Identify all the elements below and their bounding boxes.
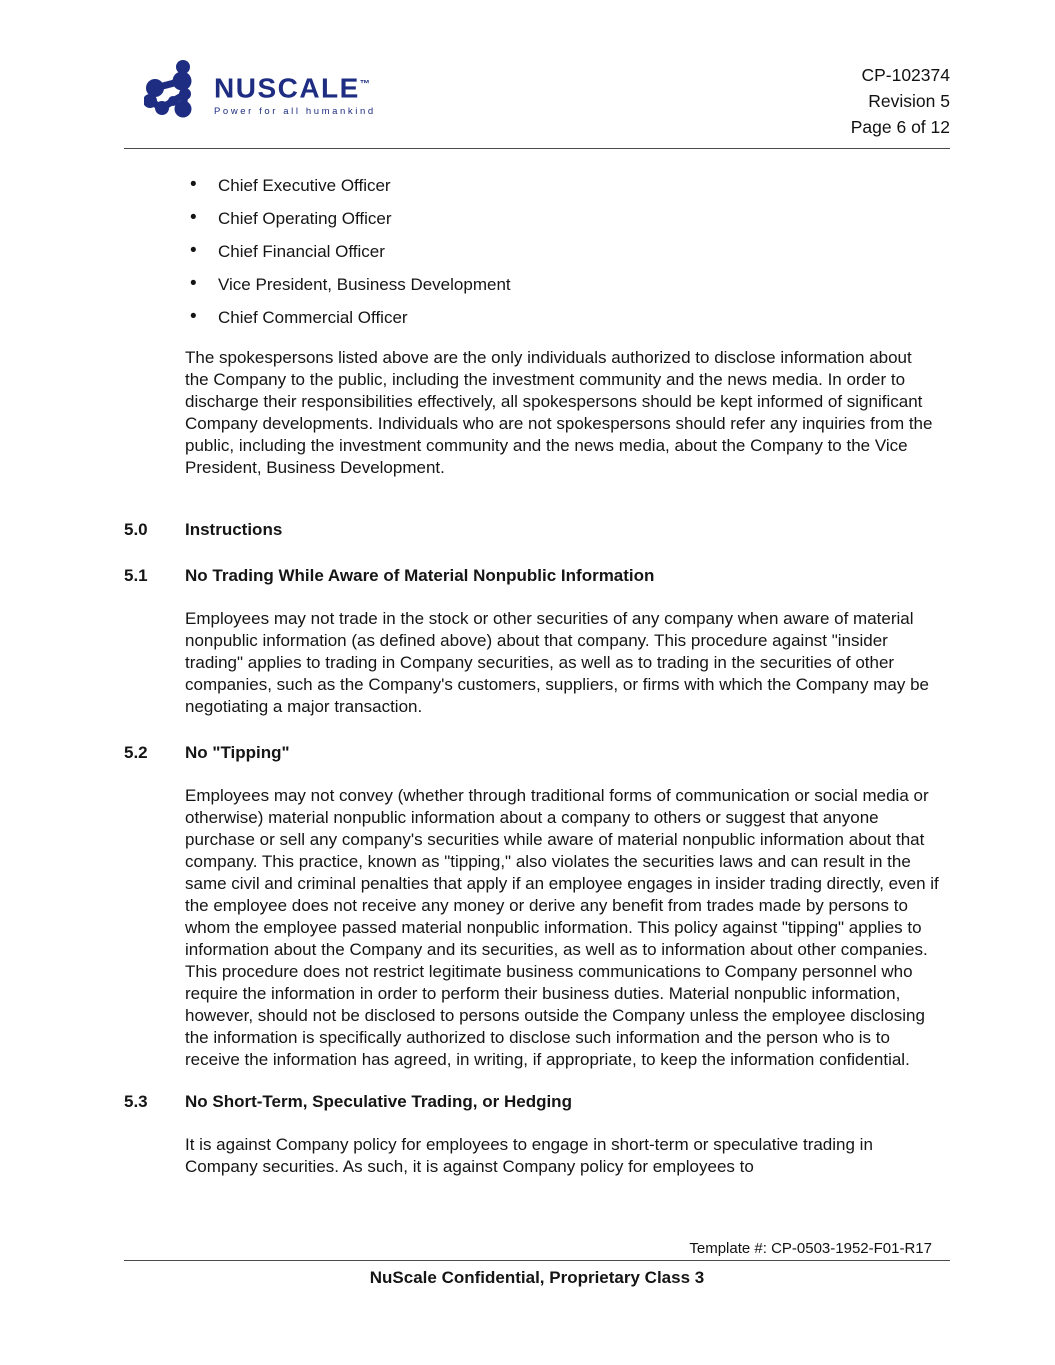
footer-divider (124, 1260, 950, 1261)
section-heading (124, 519, 950, 541)
section-5-0 (124, 519, 950, 541)
page-footer (124, 1240, 950, 1288)
officers-list (124, 175, 950, 329)
section-5-2 (124, 742, 950, 1071)
revision-number: Revision 5 (868, 91, 950, 111)
list-item: • Chief Operating Officer (124, 208, 950, 230)
section-title: No "Tipping" (185, 743, 290, 762)
brand-tagline: Power for all humankind (214, 105, 376, 117)
section-body: Employees may not trade in the stock or other securities of any company when aware of material nonpublic information (as defined above) about that company. This procedure against "insider trading" applies to trading in Company securities, as well as to trading in the securities of other companies, such as the Company's customers, suppliers, or firms with which the Company may be negotiating a major transaction. (185, 609, 929, 716)
section-5-3 (124, 1091, 950, 1178)
nuscale-logo (144, 58, 376, 130)
page-number: Page 6 of 12 (850, 117, 950, 137)
molecule-logo-icon (144, 58, 202, 130)
section-title: Instructions (185, 520, 283, 539)
section-body: Employees may not convey (whether through traditional forms of communication or social media or otherwise) material nonpublic information about a company to others or suggest that anyone purchase or sell any company's securities while aware of material nonpublic information about that company. This practice, known as "tipping," also violates the securities laws and can result in the same civil and criminal penalties that apply if an employee engages in insider trading directly, even if the employee does not receive any money or derive any benefit from trades made by persons to whom the employee passed material nonpublic information. This policy against "tipping" applies to information about the Company and its securities, as well as to information about other companies. This procedure does not restrict legitimate business communications to Company personnel who require the information in order to perform their business duties. Material nonpublic information, however, should not be disclosed to persons outside the Company unless the employee disclosing the information is specifically authorized to disclose such information and the person who is to receive the information has agreed, in writing, if appropriate, to keep the information confidential. (185, 786, 939, 1069)
section-body: It is against Company policy for employees to engage in short-term or speculative trading in Company securities. As such, it is against Company policy for employees to (185, 1135, 873, 1176)
section-title: No Trading While Aware of Material Nonpublic Information (185, 566, 655, 585)
document-number: CP-102374 (861, 65, 950, 85)
confidentiality-notice: NuScale Confidential, Proprietary Class 3 (369, 1268, 705, 1287)
list-item: • Chief Financial Officer (124, 241, 950, 263)
brand-name (214, 71, 376, 102)
intro-paragraph: The spokespersons listed above are the only individuals authorized to disclose information about the Company to the public, including the investment community and the news media. In order to discharge their responsibilities effectively, all spokespersons should be kept informed of significant Company developments. Individuals who are not spokespersons should refer any inquiries from the public, including the investment community and the news media, about the Company to the Vice President, Business Development. (185, 348, 933, 477)
list-item: • Vice President, Business Development (124, 274, 950, 296)
section-number: 5.0 (124, 520, 148, 539)
document-info (851, 58, 950, 140)
section-heading (124, 1091, 950, 1113)
header-divider (124, 148, 950, 149)
logo-text (214, 71, 376, 116)
list-item: • Chief Executive Officer (124, 175, 950, 197)
section-number: 5.1 (124, 566, 148, 585)
section-number: 5.3 (124, 1092, 148, 1111)
section-title: No Short-Term, Speculative Trading, or Hedging (185, 1092, 572, 1111)
section-number: 5.2 (124, 743, 148, 762)
brand-wordmark: NUSCALE (214, 72, 360, 104)
trademark-symbol: ™ (359, 79, 370, 91)
section-heading (124, 742, 950, 764)
template-number: Template #: CP-0503-1952-F01-R17 (689, 1240, 932, 1257)
section-heading (124, 565, 950, 587)
list-item: • Chief Commercial Officer (124, 307, 950, 329)
page-header (124, 0, 950, 140)
section-5-1 (124, 565, 950, 718)
